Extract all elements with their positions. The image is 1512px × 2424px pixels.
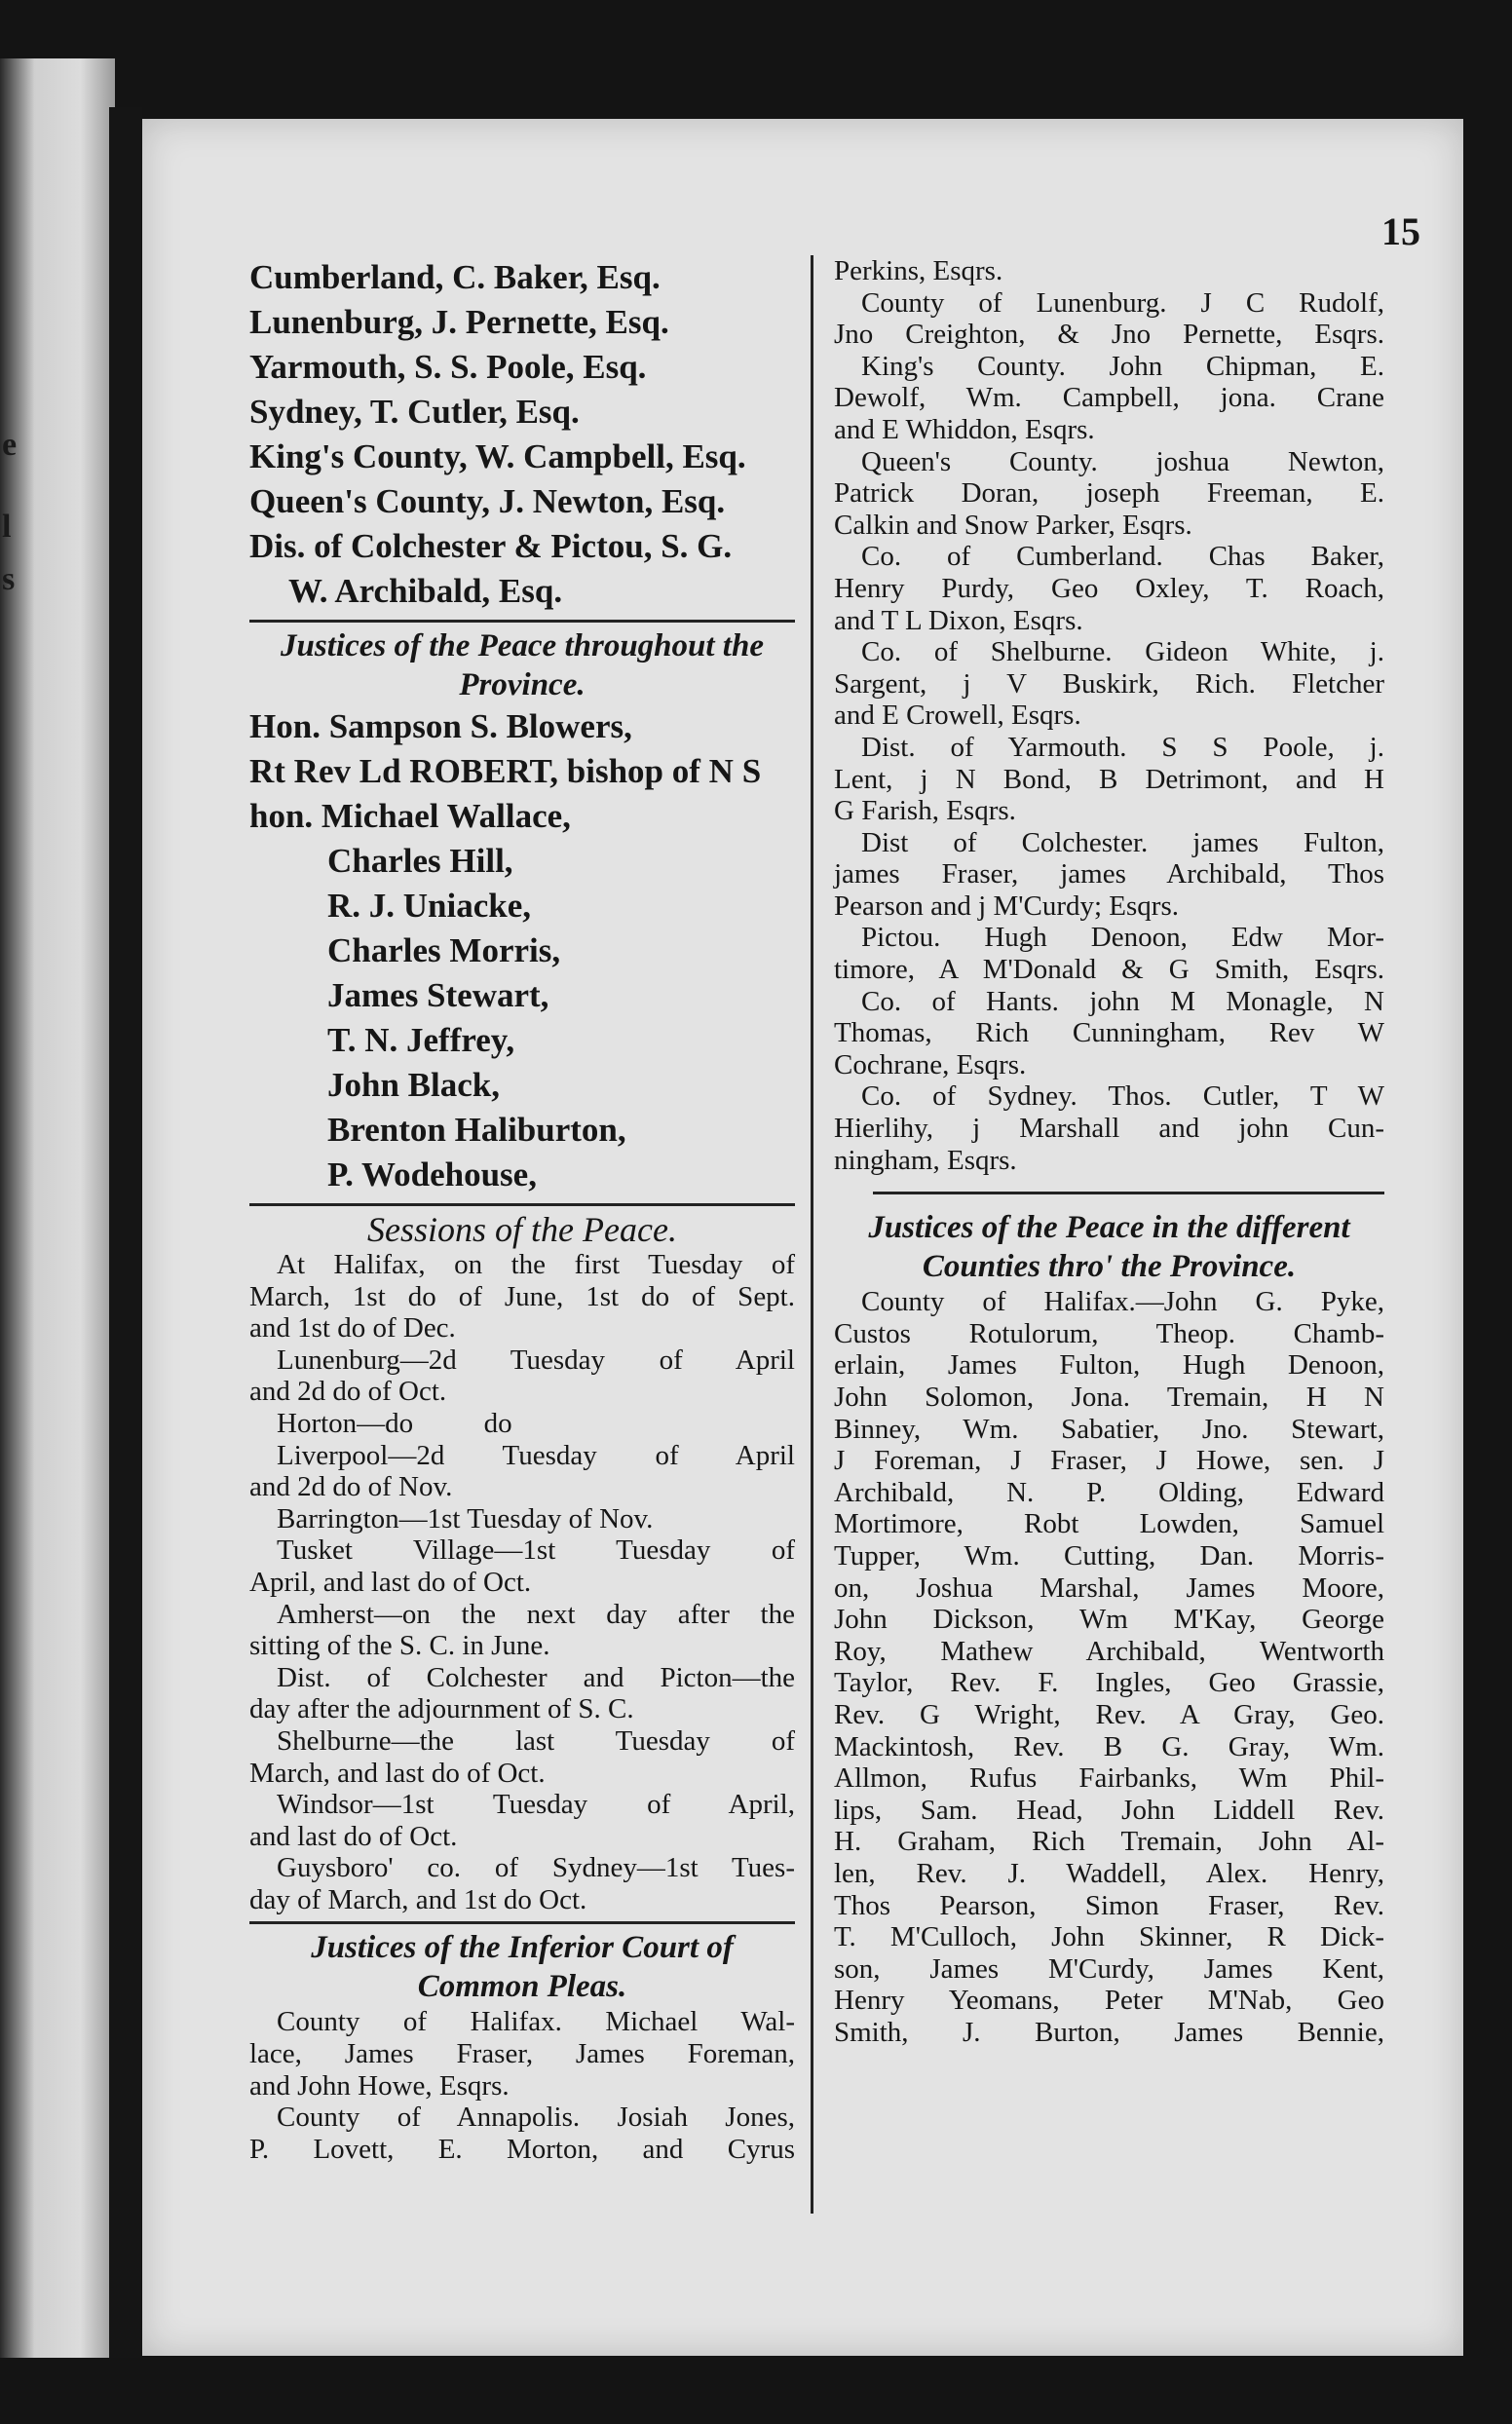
column-divider [811, 255, 813, 2214]
officer-line: Lunenburg, J. Pernette, Esq. [249, 303, 669, 341]
sessions-section [249, 1210, 795, 1915]
text-line: lips, Sam. Head, John Liddell Rev. [834, 1794, 1384, 1826]
officer-line: Yarmouth, S. S. Poole, Esq. [249, 348, 647, 386]
text-line: Mackintosh, Rev. B G. Gray, Wm. [834, 1730, 1384, 1762]
text-line: Thos Pearson, Simon Fraser, Rev. [834, 1889, 1384, 1921]
text-line: Allmon, Rufus Fairbanks, Wm Phil- [834, 1762, 1384, 1795]
text-line: Roy, Mathew Archibald, Wentworth [834, 1635, 1384, 1667]
officer-line: W. Archibald, Esq. [288, 572, 563, 610]
text-line: Smith, J. Burton, James Bennie, [834, 2016, 1384, 2048]
text-line: son, James M'Curdy, James Kent, [834, 1952, 1384, 1985]
text-line: County of Halifax.—John G. Pyke, [861, 1286, 1384, 1318]
text-line: April, and last do of Oct. [249, 1566, 532, 1598]
text-line: day of March, and 1st do Oct. [249, 1883, 587, 1915]
section-rule [249, 620, 795, 623]
text-line: and 2d do of Oct. [249, 1376, 447, 1408]
text-line: G Farish, Esqrs. [834, 795, 1016, 827]
text-line: County of Halifax. Michael Wal- [277, 2006, 795, 2038]
text-line: Calkin and Snow Parker, Esqrs. [834, 509, 1192, 541]
text-line: John Solomon, Jona. Tremain, H N [834, 1382, 1384, 1413]
section-heading: Common Pleas. [417, 1969, 627, 2005]
inferior-court-section [249, 1928, 795, 2165]
justice-name: Charles Hill, [327, 842, 513, 880]
justice-name: Rt Rev Ld ROBERT, bishop of N S [249, 752, 762, 790]
text-line: County of Lunenburg. J C Rudolf, [861, 286, 1384, 319]
book-spine-shadow [109, 107, 142, 2358]
text-line: on, Joshua Marshal, James Moore, [834, 1572, 1384, 1604]
text-line: erlain, James Fulton, Hugh Denoon, [834, 1349, 1384, 1382]
text-line: Patrick Doran, joseph Freeman, E. [834, 477, 1384, 510]
text-line: County of Annapolis. Josiah Jones, [277, 2102, 795, 2134]
text-line: Custos Rotulorum, Theop. Chamb- [834, 1317, 1384, 1349]
text-line: Windsor—1st Tuesday of April, [277, 1789, 795, 1821]
text-line: Pearson and j M'Curdy; Esqrs. [834, 890, 1180, 922]
text-line: Hierlihy, j Marshall and john Cun- [834, 1113, 1384, 1145]
section-heading: Justices of the Peace throughout the [281, 628, 764, 663]
facing-page-fragment: e [2, 427, 18, 463]
section-rule [249, 1203, 795, 1206]
text-line: March, and last do of Oct. [249, 1757, 546, 1789]
text-line: Taylor, Rev. F. Ingles, Geo Grassie, [834, 1667, 1384, 1699]
text-line: Lunenburg—2d Tuesday of April [277, 1344, 795, 1376]
text-line: and E Whiddon, Esqrs. [834, 413, 1095, 445]
text-line: Perkins, Esqrs. [834, 255, 1003, 286]
justice-name: P. Wodehouse, [327, 1155, 537, 1193]
text-line: Thomas, Rich Cunningham, Rev W [834, 1017, 1384, 1049]
text-line: Dist. of Yarmouth. S S Poole, j. [861, 731, 1384, 763]
text-line: H. Graham, Rich Tremain, John Al- [834, 1826, 1384, 1858]
text-line: and last do of Oct. [249, 1820, 458, 1852]
text-line: and John Howe, Esqrs. [249, 2069, 510, 2102]
text-line: King's County. John Chipman, E. [861, 350, 1384, 382]
text-line: Horton—do do [277, 1407, 512, 1439]
justice-name: James Stewart, [327, 976, 549, 1014]
text-line: Jno Creighton, & Jno Pernette, Esqrs. [834, 319, 1384, 351]
justice-name: hon. Michael Wallace, [249, 797, 571, 835]
justice-name: T. N. Jeffrey, [327, 1021, 515, 1059]
text-line: james Fraser, james Archibald, Thos [834, 858, 1384, 890]
text-line: Co. of Shelburne. Gideon White, j. [861, 636, 1384, 668]
text-line: Shelburne—the last Tuesday of [277, 1724, 795, 1757]
text-line: lace, James Fraser, James Foreman, [249, 2038, 795, 2070]
section-heading: Counties thro' the Province. [922, 1249, 1297, 1285]
text-line: J Foreman, J Fraser, J Howe, sen. J [834, 1445, 1384, 1477]
text-line: Barrington—1st Tuesday of Nov. [277, 1502, 654, 1534]
facing-page-fragment: s [2, 561, 16, 597]
justice-name: Hon. Sampson S. Blowers, [249, 707, 632, 745]
justice-name: John Black, [327, 1066, 500, 1104]
text-line: and T L Dixon, Esqrs. [834, 604, 1083, 636]
section-heading: Justices of the Peace in the different [868, 1210, 1350, 1246]
officer-line: Dis. of Colchester & Pictou, S. G. [249, 527, 733, 565]
justices-section [249, 626, 795, 1197]
justice-name: Charles Morris, [327, 931, 561, 969]
text-line: Rev. G Wright, Rev. A Gray, Geo. [834, 1698, 1384, 1730]
text-line: Tusket Village—1st Tuesday of [277, 1534, 795, 1567]
text-line: T. M'Culloch, John Skinner, R Dick- [834, 1921, 1384, 1953]
text-line: Dist of Colchester. james Fulton, [861, 826, 1384, 858]
text-line: Dewolf, Wm. Campbell, jona. Crane [834, 382, 1384, 414]
section-rule [873, 1192, 1384, 1194]
section-rule [249, 1921, 795, 1924]
text-line: Liverpool—2d Tuesday of April [277, 1439, 795, 1471]
text-line: Guysboro' co. of Sydney—1st Tues- [277, 1852, 795, 1884]
text-line: Pictou. Hugh Denoon, Edw Mor- [861, 922, 1384, 954]
page-number: 15 [1381, 209, 1420, 253]
officer-line: Sydney, T. Cutler, Esq. [249, 393, 580, 431]
county-justices-section [834, 1208, 1384, 2048]
book-page [142, 119, 1463, 2356]
right-column [834, 255, 1384, 2048]
text-line: Sargent, j V Buskirk, Rich. Fletcher [834, 667, 1384, 700]
text-line: len, Rev. J. Waddell, Alex. Henry, [834, 1857, 1384, 1889]
text-line: John Dickson, Wm M'Kay, George [834, 1604, 1384, 1636]
text-line: Dist. of Colchester and Picton—the [277, 1661, 795, 1693]
text-line: Co. of Cumberland. Chas Baker, [861, 541, 1384, 573]
text-line: day after the adjournment of S. C. [249, 1693, 634, 1725]
text-line: ningham, Esqrs. [834, 1144, 1017, 1176]
officer-line: Cumberland, C. Baker, Esq. [249, 258, 661, 296]
text-line: Lent, j N Bond, B Detrimont, and H [834, 763, 1384, 795]
text-line: and 2d do of Nov. [249, 1471, 453, 1503]
section-heading: Justices of the Inferior Court of [311, 1930, 734, 1966]
text-line: Mortimore, Robt Lowden, Samuel [834, 1508, 1384, 1540]
text-line: Queen's County. joshua Newton, [861, 445, 1384, 477]
officers-list [249, 255, 795, 614]
text-line: and 1st do of Dec. [249, 1312, 456, 1345]
text-line: Co. of Sydney. Thos. Cutler, T W [861, 1080, 1384, 1113]
text-line: P. Lovett, E. Morton, and Cyrus [249, 2133, 795, 2165]
text-line: At Halifax, on the first Tuesday of [277, 1249, 795, 1280]
text-line: Binney, Wm. Sabatier, Jno. Stewart, [834, 1413, 1384, 1445]
text-line: Amherst—on the next day after the [277, 1598, 795, 1630]
text-line: Cochrane, Esqrs. [834, 1048, 1027, 1080]
text-line: Henry Purdy, Geo Oxley, T. Roach, [834, 572, 1384, 604]
text-line: Archibald, N. P. Olding, Edward [834, 1476, 1384, 1508]
text-line: Henry Yeomans, Peter M'Nab, Geo [834, 1985, 1384, 2017]
justice-name: Brenton Haliburton, [327, 1111, 626, 1149]
section-heading: Province. [459, 667, 586, 702]
facing-page-fragment: l [2, 509, 12, 545]
officer-line: Queen's County, J. Newton, Esq. [249, 482, 726, 520]
inferior-court-continued [834, 255, 1384, 1176]
text-line: March, 1st do of June, 1st do of Sept. [249, 1280, 795, 1312]
left-column [249, 255, 795, 2165]
text-line: Tupper, Wm. Cutting, Dan. Morris- [834, 1539, 1384, 1572]
justice-name: R. J. Uniacke, [327, 887, 532, 925]
text-line: sitting of the S. C. in June. [249, 1630, 550, 1662]
text-line: timore, A M'Donald & G Smith, Esqrs. [834, 954, 1384, 986]
text-line: Co. of Hants. john M Monagle, N [861, 985, 1384, 1017]
officer-line: King's County, W. Campbell, Esq. [249, 437, 746, 475]
text-line: and E Crowell, Esqrs. [834, 700, 1081, 732]
section-heading: Sessions of the Peace. [367, 1210, 677, 1249]
facing-page-edge [0, 58, 115, 2358]
